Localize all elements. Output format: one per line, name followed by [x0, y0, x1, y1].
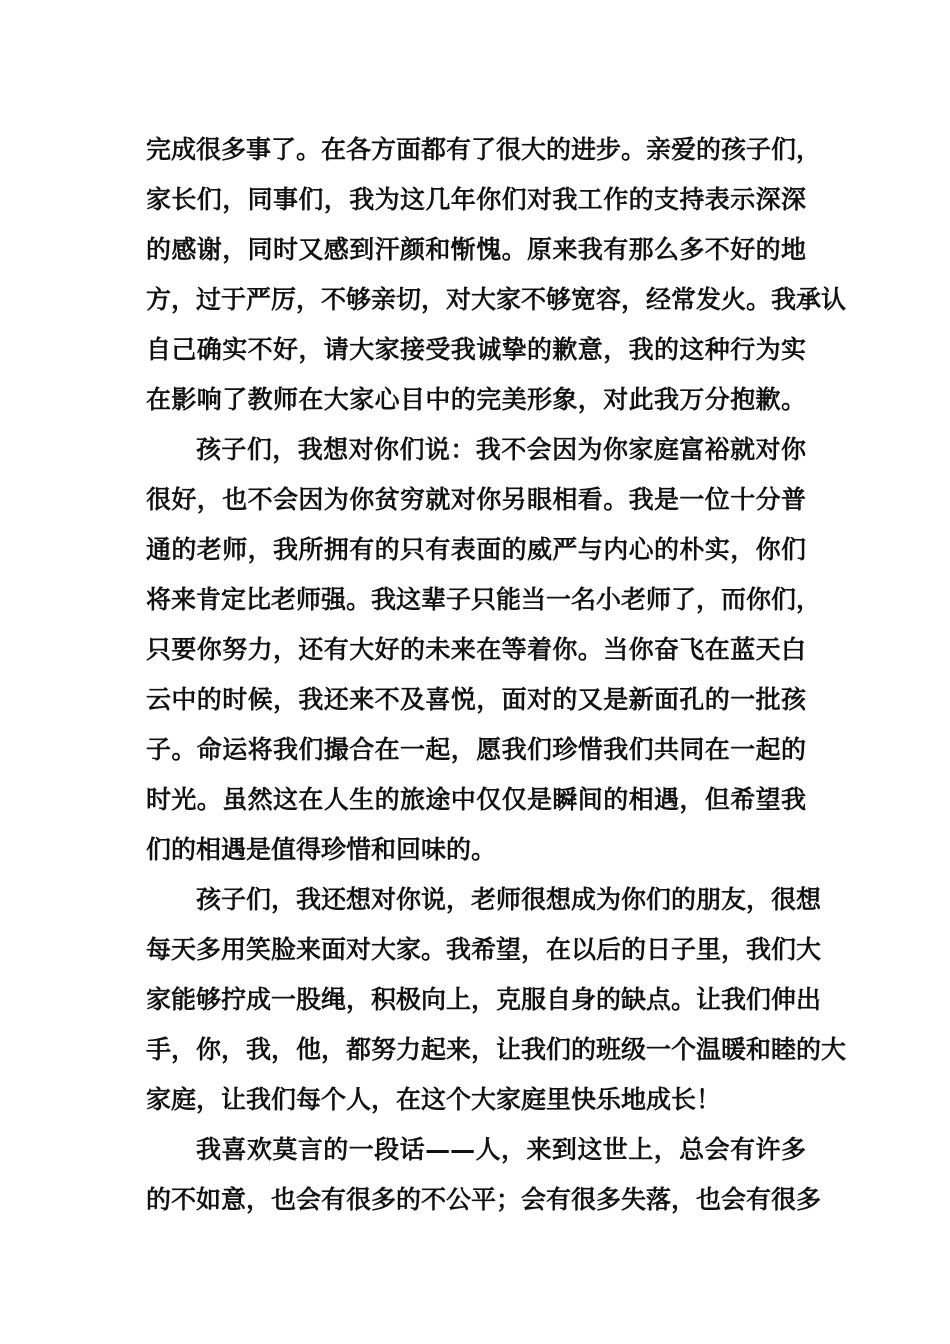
text-line: 将来肯定比老师强。我这辈子只能当一名小老师了，而你们，	[146, 585, 822, 614]
text-line: 只要你努力，还有大好的未来在等着你。当你奋飞在蓝天白	[146, 635, 806, 664]
text-line: 手，你，我，他，都努力起来，让我们的班级一个温暖和睦的大	[146, 1035, 847, 1064]
text-line: 家长们，同事们，我为这几年你们对我工作的支持表示深深	[146, 185, 806, 214]
text-line: 在影响了教师在大家心目中的完美形象，对此我万分抱歉。	[146, 385, 806, 414]
text-line: 家能够拧成一股绳，积极向上，克服自身的缺点。让我们伸出	[146, 985, 822, 1014]
text-line: 们的相遇是值得珍惜和回味的。	[146, 835, 497, 864]
text-line: 自己确实不好，请大家接受我诚挚的歉意，我的这种行为实	[146, 335, 806, 364]
paragraph-first-line: 孩子们，我还想对你说，老师很想成为你们的朋友，很想	[196, 885, 822, 914]
text-line: 的感谢，同时又感到汗颜和惭愧。原来我有那么多不好的地	[146, 235, 806, 264]
text-line: 通的老师，我所拥有的只有表面的威严与内心的朴实，你们	[146, 535, 806, 564]
text-line: 很好，也不会因为你贫穷就对你另眼相看。我是一位十分普	[146, 485, 806, 514]
text-line: 每天多用笑脸来面对大家。我希望，在以后的日子里，我们大	[146, 935, 822, 964]
text-line: 子。命运将我们撮合在一起，愿我们珍惜我们共同在一起的	[146, 735, 806, 764]
text-line: 方，过于严厉，不够亲切，对大家不够宽容，经常发火。我承认	[146, 285, 847, 314]
paragraph-first-line: 孩子们，我想对你们说：我不会因为你家庭富裕就对你	[196, 435, 806, 464]
text-line: 云中的时候，我还来不及喜悦，面对的又是新面孔的一批孩	[146, 685, 806, 714]
text-line: 时光。虽然这在人生的旅途中仅仅是瞬间的相遇，但希望我	[146, 785, 806, 814]
text-line: 家庭，让我们每个人，在这个大家庭里快乐地成长！	[146, 1085, 722, 1114]
paragraph-first-line: 我喜欢莫言的一段话——人，来到这世上，总会有许多	[196, 1135, 806, 1164]
text-line: 的不如意，也会有很多的不公平；会有很多失落，也会有很多	[146, 1185, 822, 1214]
text-line: 完成很多事了。在各方面都有了很大的进步。亲爱的孩子们，	[146, 135, 822, 164]
